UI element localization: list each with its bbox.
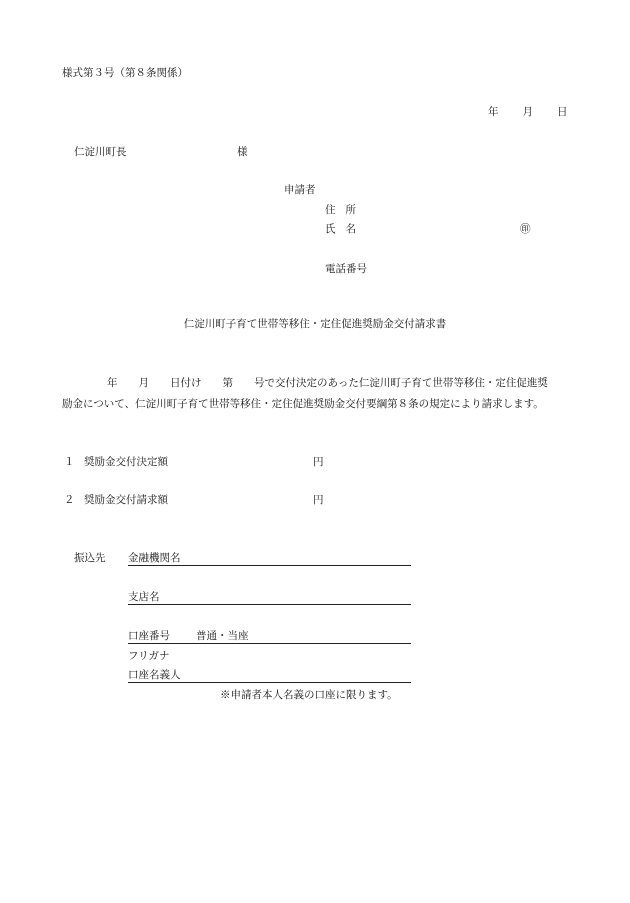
date-line [488, 105, 568, 119]
applicant-heading: 申請者 [284, 184, 316, 196]
addressee-name: 仁淀川町長 [74, 146, 127, 158]
item-1-unit: 円 [313, 456, 324, 468]
account-holder-label: 口座名義人 [128, 669, 181, 681]
body-line-2: 励金について、仁淀川町子育て世帯等移住・定住促進奨励金交付要綱第８条の規定により請求します。 [62, 398, 544, 410]
item-2-label: 奨励金交付請求額 [84, 494, 168, 506]
institution-label: 金融機関名 [128, 552, 181, 564]
body-paragraph [62, 373, 572, 415]
item-1-label: 奨励金交付決定額 [84, 456, 168, 468]
document-title: 仁淀川町子育て世帯等移住・定住促進奨励金交付請求書 [183, 318, 447, 330]
branch-underline [128, 604, 411, 605]
account-type: 普通・当座 [196, 630, 249, 642]
address-label: 住 所 [325, 204, 356, 216]
furigana-label: フリガナ [128, 650, 170, 662]
date-day: 日 [557, 106, 568, 118]
name-label: 氏 名 [325, 223, 356, 235]
item-1-number: １ [64, 456, 75, 468]
form-number: 様式第３号（第８条関係） [62, 67, 188, 79]
branch-label: 支店名 [128, 591, 160, 603]
date-year: 年 [488, 106, 499, 118]
account-number-underline [128, 643, 411, 644]
body-line-1: 年 月 日付け 第 号で交付決定のあった仁淀川町子育て世帯等移住・定住促進奨 [107, 377, 548, 389]
addressee-honorific: 様 [237, 146, 248, 158]
seal-mark: ㊞ [520, 223, 531, 235]
institution-underline [128, 565, 411, 566]
bank-heading: 振込先 [74, 552, 106, 564]
account-number-label: 口座番号 [128, 630, 170, 642]
date-month: 月 [522, 106, 533, 118]
phone-label: 電話番号 [325, 263, 367, 275]
item-2-unit: 円 [313, 494, 324, 506]
account-note: ※申請者本人名義の口座に限ります。 [220, 689, 398, 701]
item-2-number: ２ [64, 494, 75, 506]
account-holder-underline [128, 682, 411, 683]
